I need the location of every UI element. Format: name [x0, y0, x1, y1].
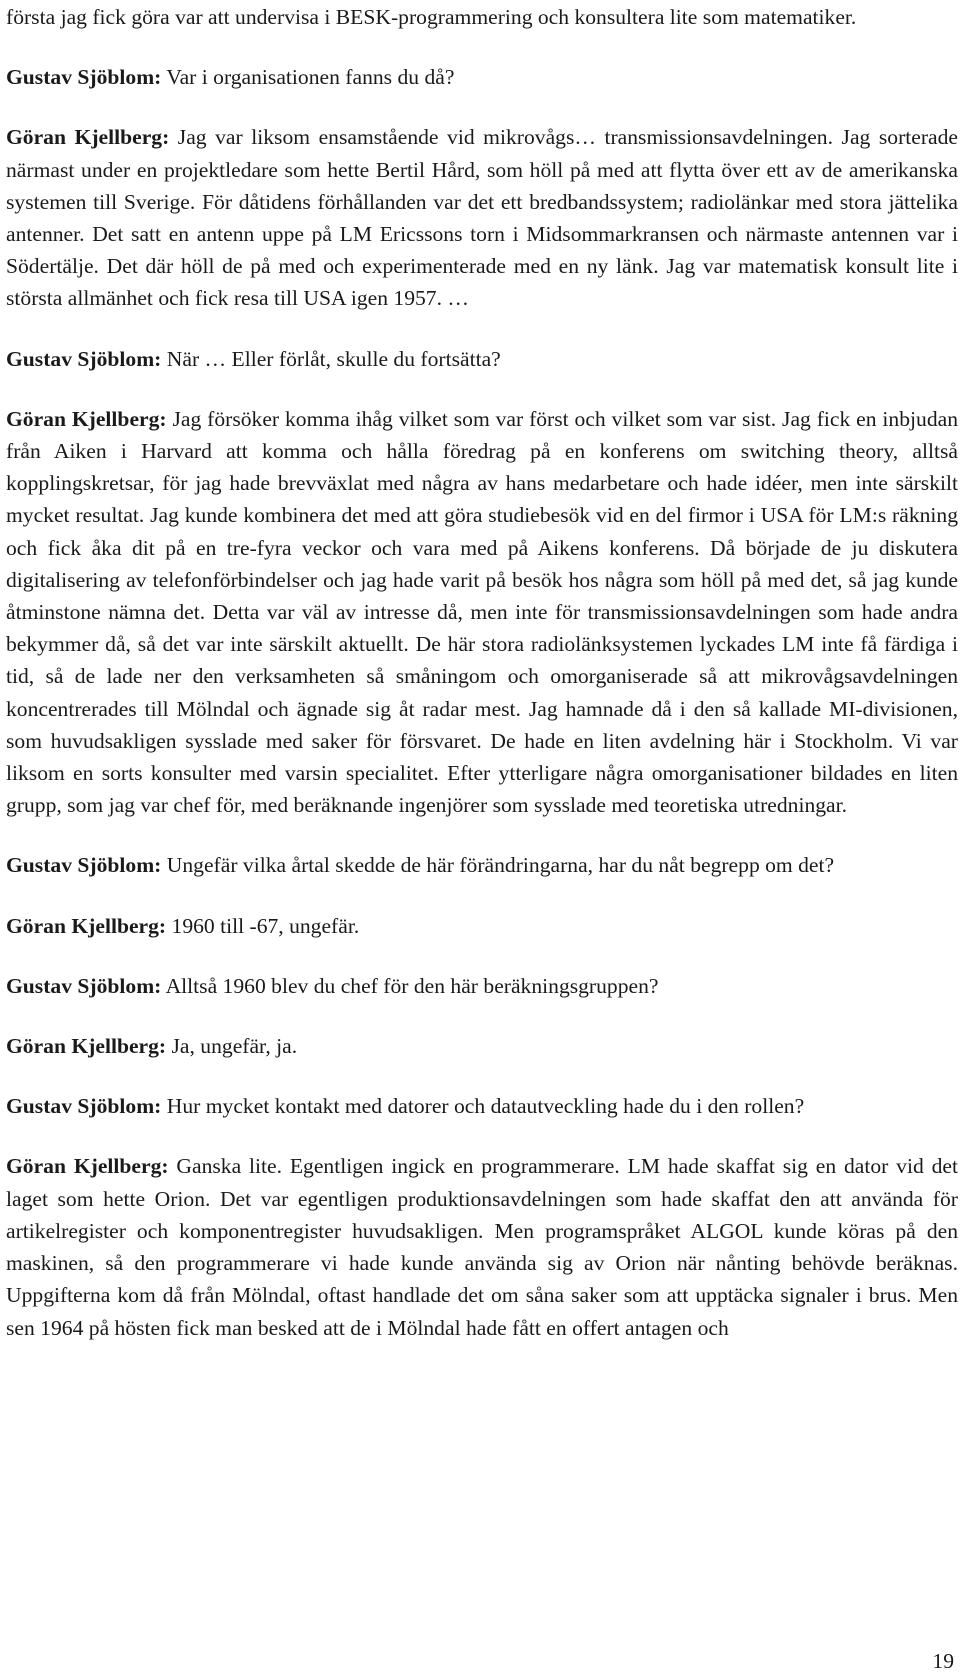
paragraph-text: första jag fick göra var att undervisa i BESK-programmering och konsultera lite som matematiker.: [6, 5, 857, 29]
paragraph-question: [6, 343, 958, 375]
paragraph-text: Ungefär vilka årtal skedde de här förändringarna, har du nåt begrepp om det?: [161, 853, 835, 878]
paragraph-text: Ja, ungefär, ja.: [166, 1034, 298, 1059]
paragraph-text: Hur mycket kontakt med datorer och datautveckling hade du i den rollen?: [161, 1094, 805, 1119]
paragraph-text: 1960 till -67, ungefär.: [166, 913, 360, 938]
speaker-name: Gustav Sjöblom:: [6, 853, 162, 878]
paragraph-text: Jag försöker komma ihåg vilket som var först och vilket som var sist. Jag fick en inbjudan från Aiken i Harvard att komma och hålla föredrag på en konferens om switching theory, alltså kopplingskretsar, för jag hade brevväxlat med några av hans medarbetare och hade idéer, men inte särskilt mycket resultat. Jag kunde kombinera det med att göra studiebesök vid en del firmor i USA för LM:s räkning och fick åka dit på en tre-fyra veckor och vara med på Aikens konferens. Då började de ju diskutera digitalisering av telefonförbindelser och jag hade varit på besök hos några som höll på med det, så jag kunde åtminstone nämna det. Detta var väl av intresse då, men inte för transmissionsavdelningen som hade andra bekymmer då, så det var inte särskilt aktuellt. De här stora radiolänksystemen lyckades LM inte få färdiga i tid, så de lade ner den verksamheten så småningom och omorganiserade så att mikrovågsavdelningen koncentrerades till Mölndal och ägnade sig åt radar mest. Jag hamnade då i den så kallade MI-divisionen, som huvudsakligen sysslade med saker för försvaret. De hade en liten avdelning här i Stockholm. Vi var liksom en sorts konsulter med varsin specialitet. Efter ytterligare några omorganisationer bildades en liten grupp, som jag var chef för, med beräknande ingenjörer som sysslade med teoretiska utredningar.: [6, 406, 959, 818]
page-number: 19: [932, 1649, 954, 1673]
paragraph-question: [6, 1090, 958, 1122]
paragraph-text: När … Eller förlåt, skulle du fortsätta?: [161, 346, 501, 371]
paragraph-answer: [6, 1150, 958, 1343]
speaker-name: Gustav Sjöblom:: [6, 1094, 162, 1119]
speaker-name: Göran Kjellberg:: [6, 1154, 169, 1179]
document-body: [6, 0, 958, 1372]
speaker-name: Göran Kjellberg:: [6, 406, 167, 431]
speaker-name: Gustav Sjöblom:: [6, 973, 162, 998]
speaker-name: Gustav Sjöblom:: [6, 346, 162, 371]
paragraph-answer: [6, 403, 958, 822]
paragraph-question: [6, 61, 958, 93]
paragraph-answer: [6, 121, 958, 314]
paragraph-continuation: [6, 1, 958, 33]
paragraph-question: [6, 849, 958, 881]
speaker-name: Göran Kjellberg:: [6, 913, 167, 938]
paragraph-text: Alltså 1960 blev du chef för den här beräkningsgruppen?: [161, 973, 659, 998]
paragraph-text: Jag var liksom ensamstående vid mikrovågs… transmissionsavdelningen. Jag sorterade närmast under en projektledare som hette Bertil Hård, som höll på med att flytta över ett av de amerikanska systemen till Sverige. För dåtidens förhållanden var det ett bredbandssystem; radiolänkar med stora jättelika antenner. Det satt en antenn uppe på LM Ericssons torn i Midsommarkransen och närmaste antennen var i Södertälje. Det där höll de på med och experimenterade med en ny länk. Jag var matematisk konsult lite i största allmänhet och fick resa till USA igen 1957. …: [6, 125, 958, 311]
paragraph-text: Ganska lite. Egentligen ingick en programmerare. LM hade skaffat sig en dator vid det laget som hette Orion. Det var egentligen produktionsavdelningen som hade skaffat den att använda för artikelregister och komponentregister huvudsakligen. Men programspråket ALGOL kunde köras på den maskinen, så den programmerare vi hade kunde använda sig av Orion när nånting behövde beräknas. Uppgifterna kom då från Mölndal, oftast handlade det om såna saker som att upptäcka signaler i brus. Men sen 1964 på hösten fick man besked att de i Mölndal hade fått en offert antagen och: [6, 1154, 959, 1340]
paragraph-text: Var i organisationen fanns du då?: [161, 65, 455, 90]
paragraph-answer: [6, 1030, 958, 1062]
speaker-name: Göran Kjellberg:: [6, 1034, 167, 1059]
speaker-name: Gustav Sjöblom:: [6, 65, 162, 90]
paragraph-question: [6, 970, 958, 1002]
paragraph-answer: [6, 910, 958, 942]
speaker-name: Göran Kjellberg:: [6, 125, 170, 150]
